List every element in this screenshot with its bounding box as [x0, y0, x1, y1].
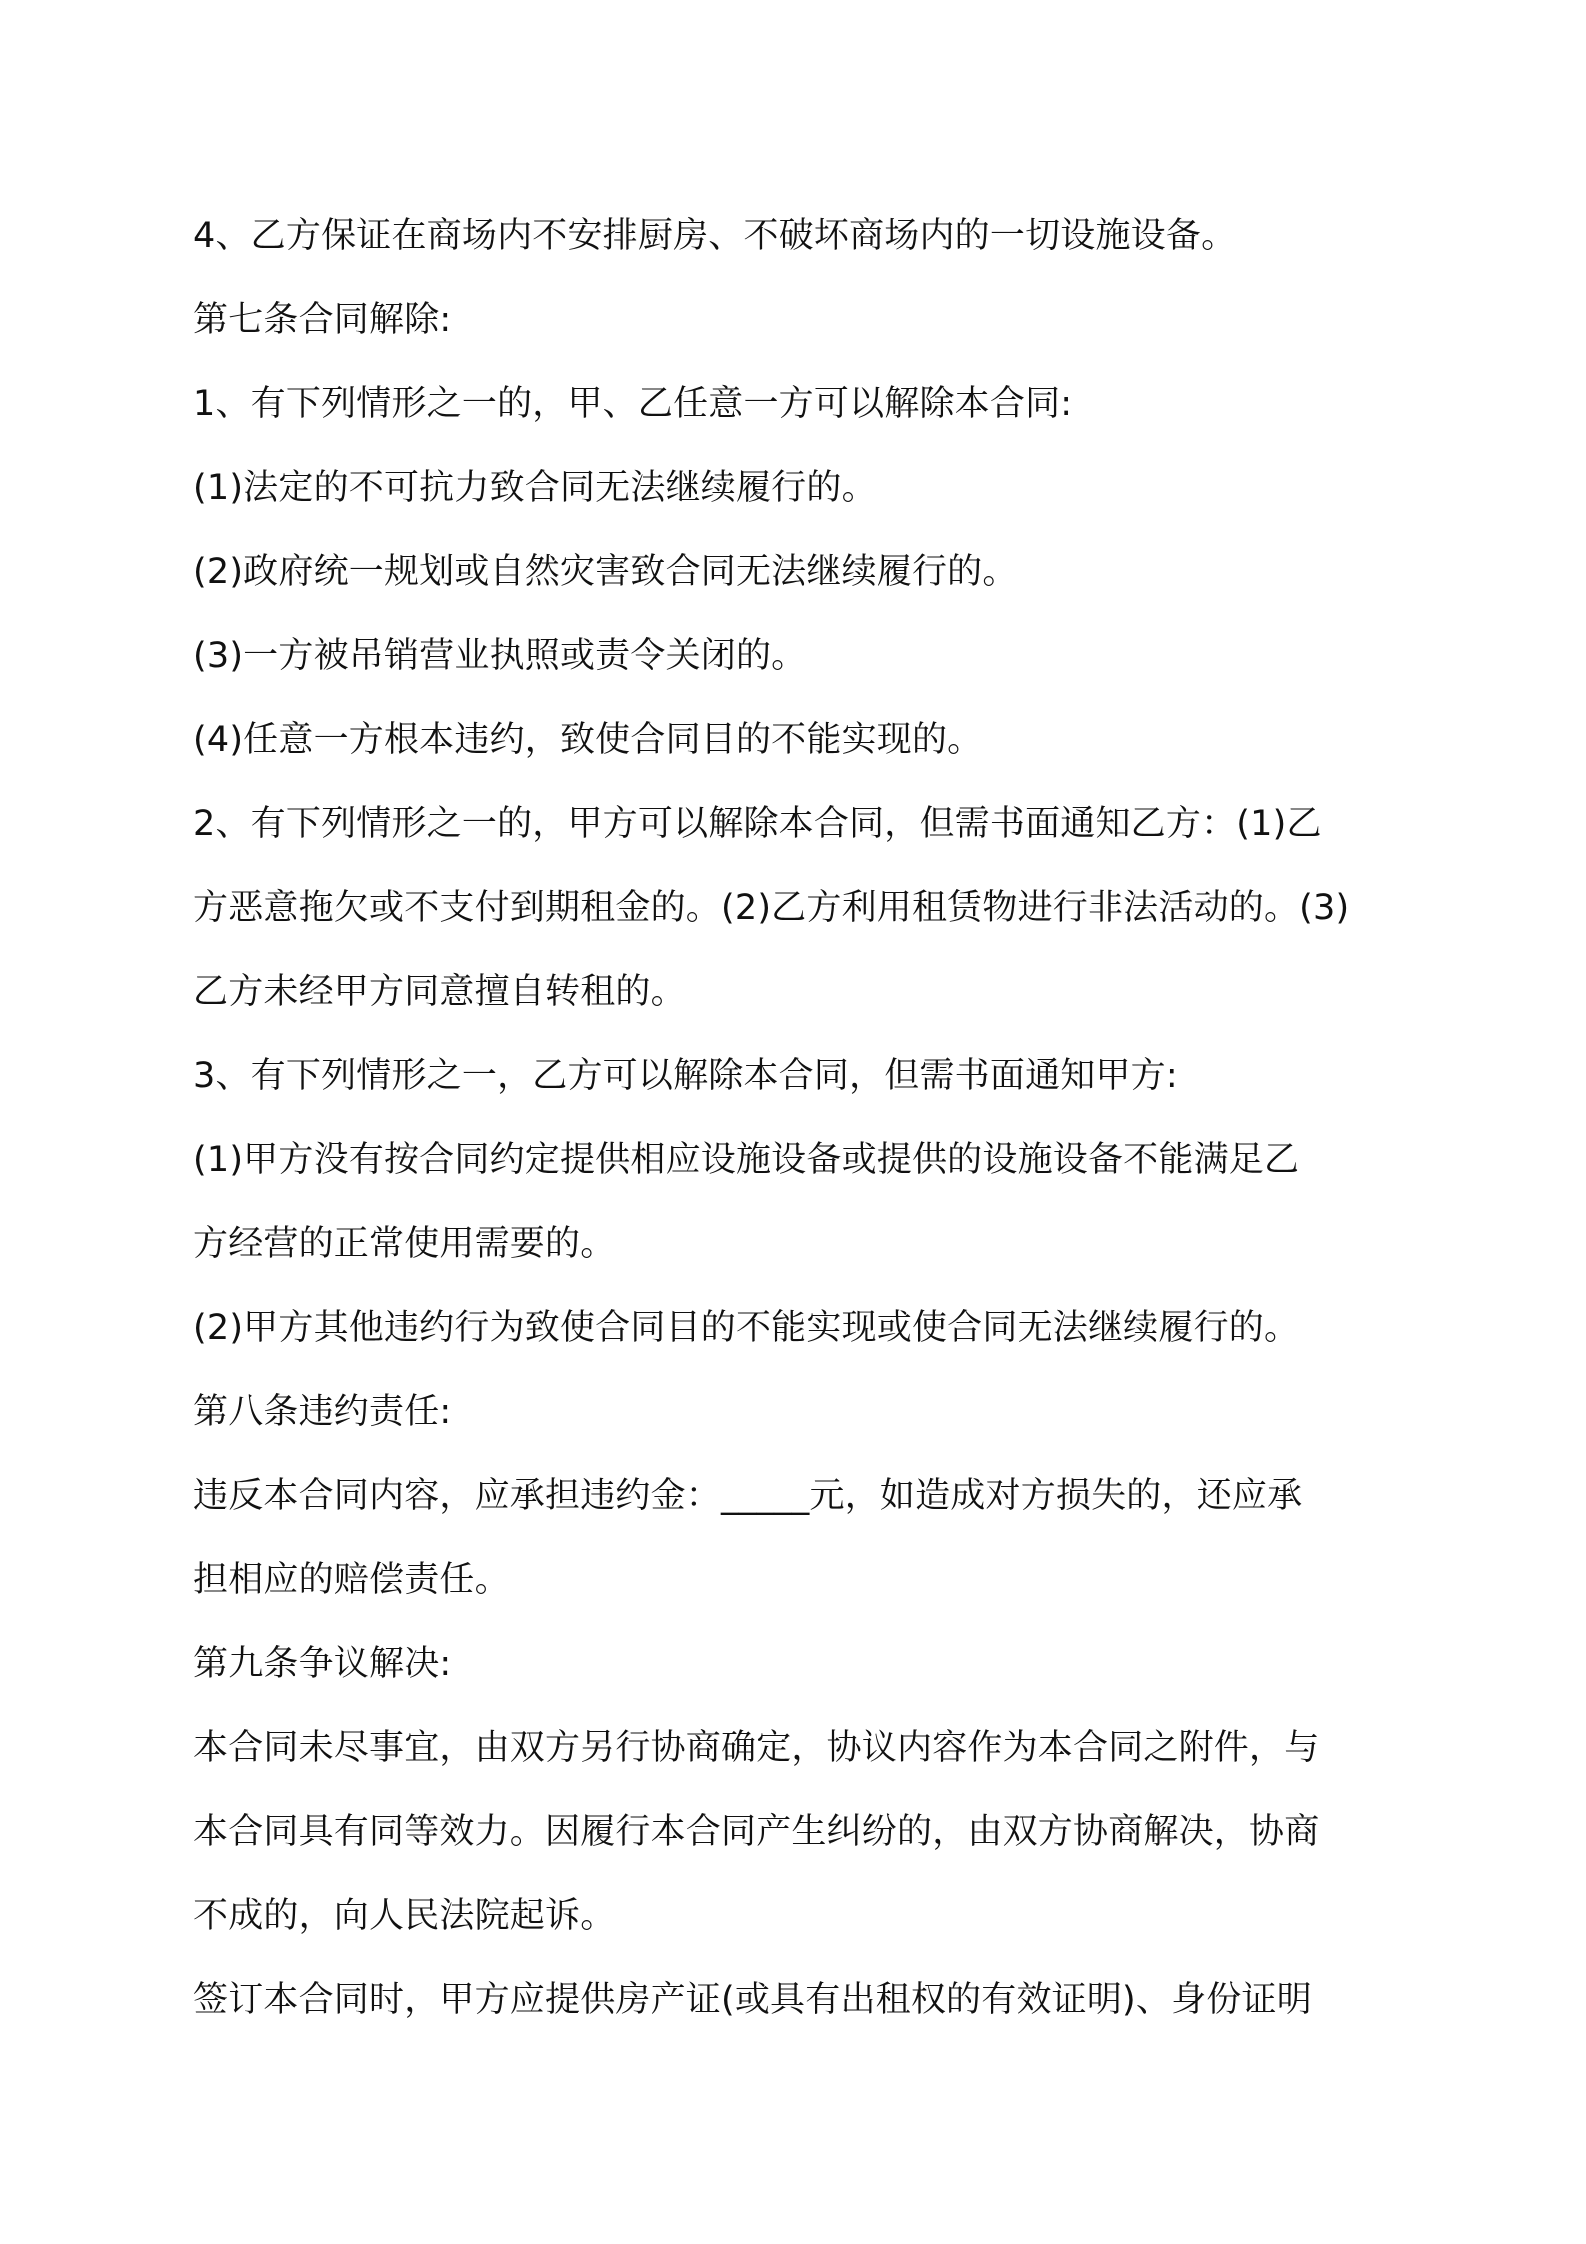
- text-line: (2)甲方其他违约行为致使合同目的不能实现或使合同无法继续履行的。: [193, 1308, 1300, 1348]
- section-heading: 第九条争议解决:: [193, 1644, 452, 1684]
- text-line: 本合同具有同等效力。因履行本合同产生纠纷的，由双方协商解决，协商: [193, 1812, 1320, 1852]
- text-line: (4)任意一方根本违约，致使合同目的不能实现的。: [193, 720, 983, 760]
- text-line: 本合同未尽事宜，由双方另行协商确定，协议内容作为本合同之附件，与: [193, 1728, 1320, 1768]
- text-line: (3)一方被吊销营业执照或责令关闭的。: [193, 636, 807, 676]
- text-line: 方恶意拖欠或不支付到期租金的。(2)乙方利用租赁物进行非法活动的。(3): [193, 888, 1350, 928]
- text-line: (2)政府统一规划或自然灾害致合同无法继续履行的。: [193, 552, 1018, 592]
- text-line: 2、有下列情形之一的，甲方可以解除本合同，但需书面通知乙方：(1)乙: [193, 804, 1322, 844]
- text-line: 签订本合同时，甲方应提供房产证(或具有出租权的有效证明)、身份证明: [193, 1980, 1312, 2020]
- text-line: 方经营的正常使用需要的。: [193, 1224, 616, 1264]
- text-line: 3、有下列情形之一，乙方可以解除本合同，但需书面通知甲方:: [193, 1056, 1178, 1096]
- text-line: 担相应的赔偿责任。: [193, 1560, 510, 1600]
- document-body: [193, 194, 1423, 2042]
- text-line: 1、有下列情形之一的，甲、乙任意一方可以解除本合同:: [193, 384, 1073, 424]
- section-heading: 第七条合同解除:: [193, 300, 452, 340]
- text-line: 违反本合同内容，应承担违约金：_____元，如造成对方损失的，还应承: [193, 1476, 1303, 1516]
- section-heading: 第八条违约责任:: [193, 1392, 452, 1432]
- text-line: 乙方未经甲方同意擅自转租的。: [193, 972, 686, 1012]
- text-line: 4、乙方保证在商场内不安排厨房、不破坏商场内的一切设施设备。: [193, 216, 1237, 256]
- text-line: 不成的，向人民法院起诉。: [193, 1896, 616, 1936]
- text-line: (1)法定的不可抗力致合同无法继续履行的。: [193, 468, 877, 508]
- text-line: (1)甲方没有按合同约定提供相应设施设备或提供的设施设备不能满足乙: [193, 1140, 1300, 1180]
